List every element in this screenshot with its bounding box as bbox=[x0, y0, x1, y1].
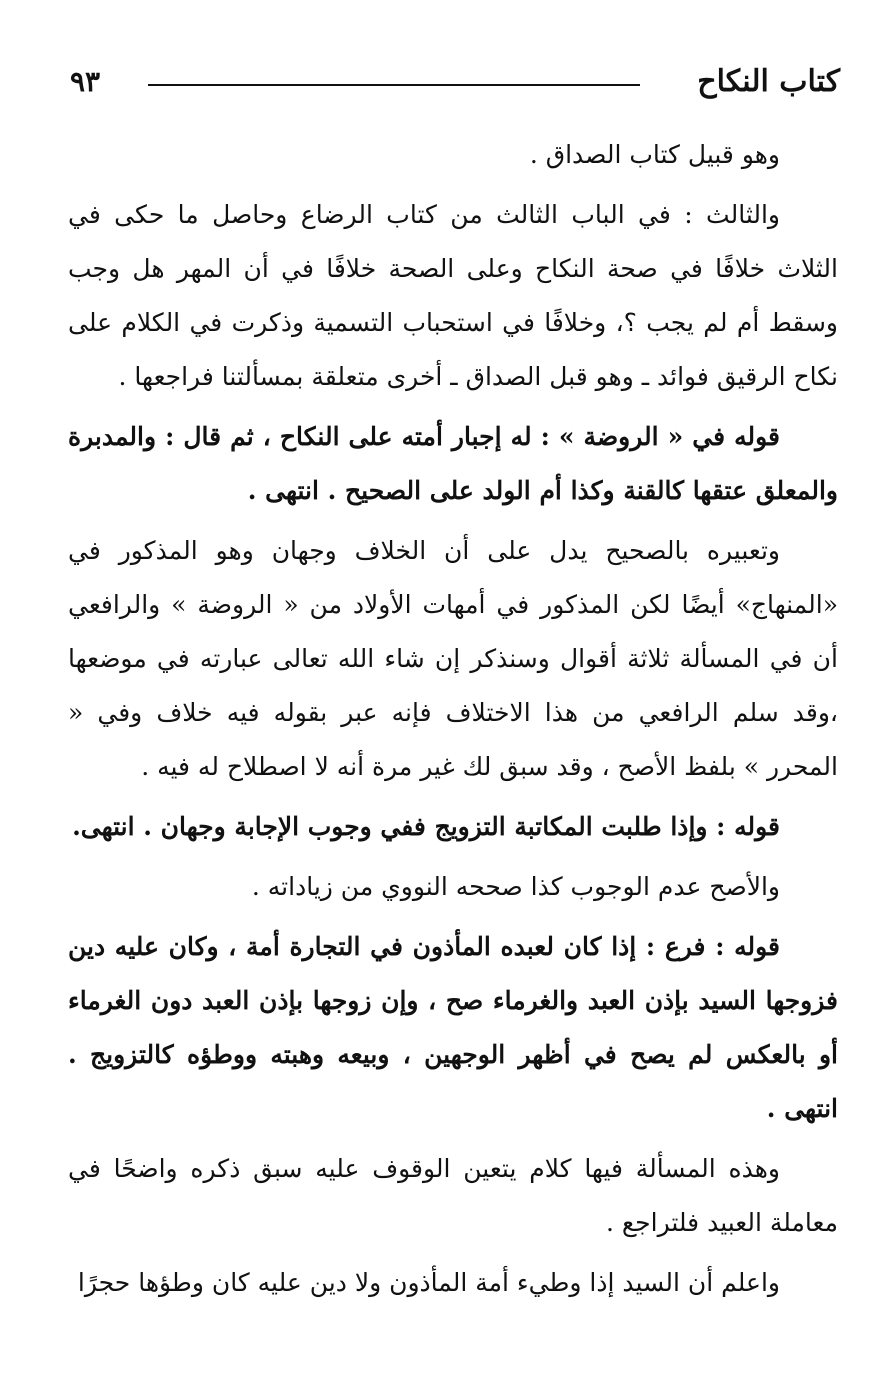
paragraph: والأصح عدم الوجوب كذا صححه النووي من زياداته . bbox=[251, 872, 780, 901]
paragraph: وهذه المسألة فيها كلام يتعين الوقوف عليه سبق ذكره واضحًا في معاملة العبيد فلتراجع . bbox=[68, 1154, 838, 1237]
quoted-paragraph: قوله في « الروضة » : له إجبار أمته على النكاح ، ثم قال : والمدبرة والمعلق عتقها كالقنة وكذا أم الولد على الصحيح . انتهى . bbox=[68, 422, 838, 505]
header-rule bbox=[148, 84, 640, 86]
paragraph: وتعبيره بالصحيح يدل على أن الخلاف وجهان وهو المذكور في «المنهاج» أيضًا لكن المذكور في أمهات الأولاد من « الروضة » والرافعي أن في المسألة ثلاثة أقوال وسنذكر إن شاء الله تعالى عبارته في موضعها ،وقد سلم الرافعي من هذا الاختلاف فإنه عبر بقوله فيه خلاف وفي « المحرر » بلفظ الأصح ، وقد سبق لك غير مرة أنه لا اصطلاح له فيه . bbox=[68, 536, 838, 781]
running-head-title: كتاب النكاح bbox=[697, 64, 840, 99]
page-number: ٩٣ bbox=[70, 65, 101, 98]
quoted-paragraph: قوله : فرع : إذا كان لعبده المأذون في التجارة أمة ، وكان عليه دين فزوجها السيد بإذن العبد والغرماء صح ، وإن زوجها بإذن العبد دون الغرماء أو بالعكس لم يصح في أظهر الوجهين ، وبيعه وهبته ووطؤه كالتزويج . انتهى . bbox=[68, 932, 838, 1123]
body-text bbox=[68, 128, 838, 1316]
paragraph: واعلم أن السيد إذا وطيء أمة المأذون ولا دين عليه كان وطؤها حجرًا bbox=[77, 1268, 780, 1297]
page-header bbox=[70, 62, 840, 102]
paragraph: والثالث : في الباب الثالث من كتاب الرضاع وحاصل ما حكى في الثلاث خلافًا في صحة النكاح وعلى الصحة خلافًا في أن المهر هل وجب وسقط أم لم يجب ؟، وخلافًا في استحباب التسمية وذكرت في الكلام على نكاح الرقيق فوائد ـ وهو قبل الصداق ـ أخرى متعلقة بمسألتنا فراجعها . bbox=[68, 200, 838, 391]
quoted-paragraph: قوله : وإذا طلبت المكاتبة التزويج ففي وجوب الإجابة وجهان . انتهى. bbox=[72, 812, 780, 841]
paragraph: وهو قبيل كتاب الصداق . bbox=[529, 140, 780, 169]
